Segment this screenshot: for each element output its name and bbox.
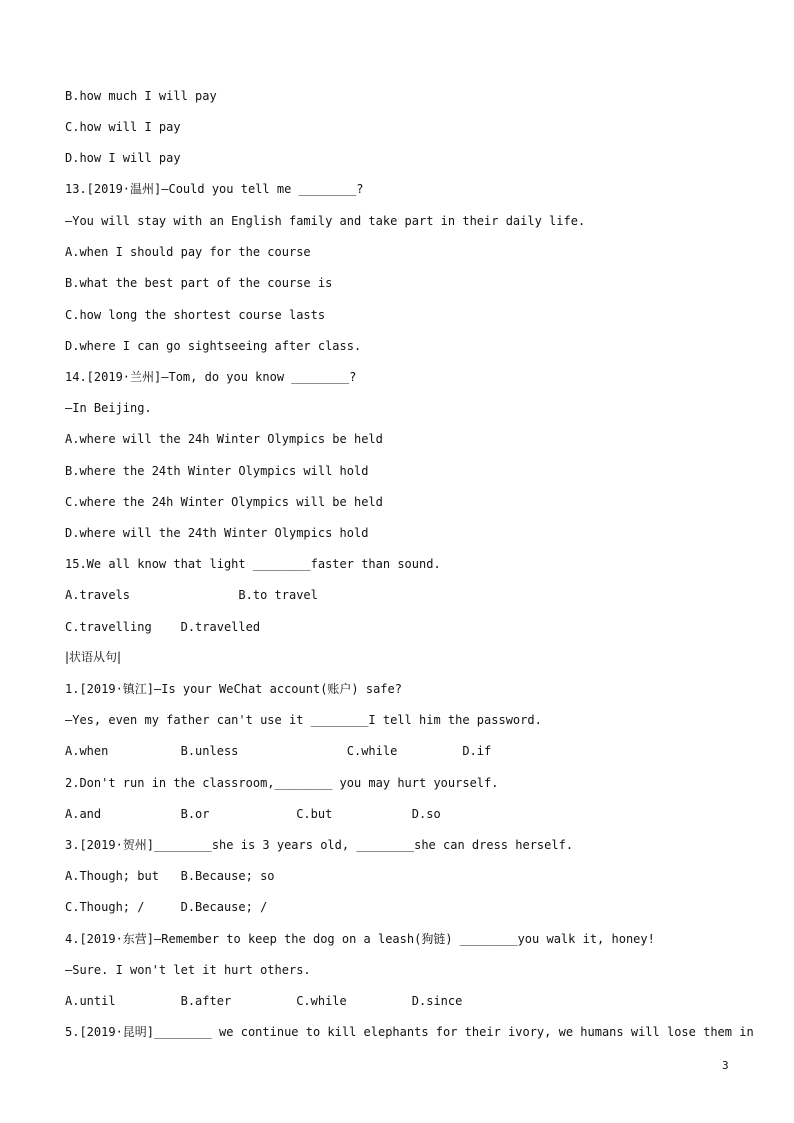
option-line: D.where I can go sightseeing after class. <box>65 339 362 353</box>
option-line: A.until B.after C.while D.since <box>65 994 463 1008</box>
option-line: A.when B.unless C.while D.if <box>65 744 492 758</box>
option-line: A.Though; but B.Because; so <box>65 869 275 883</box>
option-line: C.travelling D.travelled <box>65 620 261 634</box>
option-line: D.where will the 24th Winter Olympics hold <box>65 526 369 540</box>
text-line: —You will stay with an English family and take part in their daily life. <box>65 214 586 228</box>
option-line: A.where will the 24h Winter Olympics be held <box>65 432 383 446</box>
page-number: 3 <box>722 1059 729 1072</box>
text-line: —Yes, even my father can't use it ________I tell him the password. <box>65 713 542 727</box>
option-line: A.and B.or C.but D.so <box>65 807 441 821</box>
question-14: 14.[2019·兰州]—Tom, do you know ________? <box>65 370 357 384</box>
text-line: D.how I will pay <box>65 151 181 165</box>
text-line: —Sure. I won't let it hurt others. <box>65 963 311 977</box>
option-line: C.where the 24h Winter Olympics will be held <box>65 495 383 509</box>
section-heading: |状语从句| <box>65 650 122 664</box>
question-4: 4.[2019·东营]—Remember to keep the dog on a leash(狗链) ________you walk it, honey! <box>65 932 655 946</box>
option-line: C.Though; / D.Because; / <box>65 900 268 914</box>
question-15: 15.We all know that light ________faster than sound. <box>65 557 441 571</box>
option-line: A.when I should pay for the course <box>65 245 311 259</box>
option-line: C.how long the shortest course lasts <box>65 308 326 322</box>
question-2: 2.Don't run in the classroom,________ you may hurt yourself. <box>65 776 499 790</box>
text-line: B.how much I will pay <box>65 89 217 103</box>
option-line: B.where the 24th Winter Olympics will hold <box>65 464 369 478</box>
option-line: A.travels B.to travel <box>65 588 318 602</box>
question-3: 3.[2019·贺州]________she is 3 years old, ________she can dress herself. <box>65 838 574 852</box>
question-1: 1.[2019·镇江]—Is your WeChat account(账户) safe? <box>65 682 402 696</box>
text-line: C.how will I pay <box>65 120 181 134</box>
question-5: 5.[2019·昆明]________ we continue to kill elephants for their ivory, we humans will lose them in <box>65 1025 754 1039</box>
option-line: B.what the best part of the course is <box>65 276 333 290</box>
text-line: —In Beijing. <box>65 401 152 415</box>
question-13: 13.[2019·温州]—Could you tell me ________? <box>65 182 364 196</box>
